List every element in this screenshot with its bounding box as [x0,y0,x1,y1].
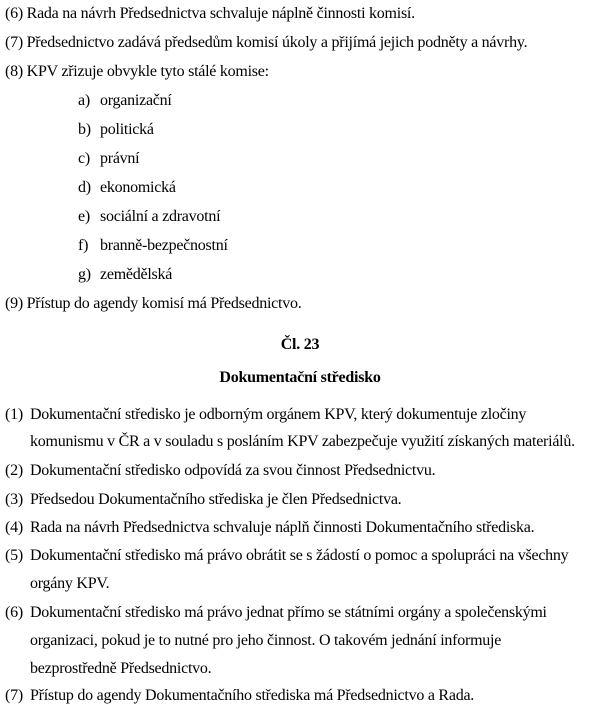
list-letter: e) [78,208,90,225]
paragraph-text: Přístup do agendy Dokumentačního střediska má Předsednictvo a Rada. [30,687,475,704]
paragraph-text: organizaci, pokud je to nutné pro jeho činnost. O takovém jednání informuje [30,632,502,649]
paragraph-8 [5,62,269,82]
paragraph-text: bezprostředně Předsednictvo. [30,660,212,677]
paragraph-text: komunismu v ČR a v souladu s posláním KPV zabezpečuje využití získaných materiálů. [30,433,575,450]
list-letter: b) [78,121,91,138]
paragraph-number: (7) [5,687,23,704]
paragraph-text: Dokumentační středisko má právo jednat přímo se státními orgány a společenskými [30,604,547,621]
paragraph-number: (7) [5,34,23,51]
paragraph-number: (2) [5,462,23,479]
paragraph-text: Dokumentační středisko je odborným orgánem KPV, který dokumentuje zločiny [30,406,527,423]
paragraph-number: (4) [5,519,23,536]
paragraph-text: Dokumentační středisko má právo obrátit se s žádostí o pomoc a spolupráci na všechny [30,547,569,564]
paragraph-text: Rada na návrh Předsednictva schvaluje náplň činnosti Dokumentačního střediska. [30,519,535,536]
list-item: právní [100,150,140,167]
list-item: ekonomická [100,179,176,196]
list-letter: f) [78,237,89,254]
paragraph-text: Přístup do agendy komisí má Předsednictvo. [26,295,302,312]
paragraph-number: (6) [5,5,23,22]
paragraph-6 [5,4,415,24]
list-letter: d) [78,179,91,196]
list-item: politická [100,121,154,138]
list-letter: a) [78,92,90,109]
paragraph-text: Předsednictvo zadává předsedům komisí úkoly a přijímá jejich podněty a návrhy. [26,34,528,51]
list-item: branně-bezpečnostní [100,237,228,254]
list-item: sociální a zdravotní [100,208,221,225]
list-item: organizační [100,92,172,109]
paragraph-9 [5,294,301,314]
article-title: Dokumentační středisko [219,369,381,386]
paragraph-text: orgány KPV. [30,575,110,592]
paragraph-text: Rada na návrh Předsednictva schvaluje náplně činnosti komisí. [26,5,415,22]
paragraph-number: (9) [5,295,23,312]
list-item: zemědělská [100,266,173,283]
paragraph-text: Dokumentační středisko odpovídá za svou činnost Předsednictvu. [30,462,436,479]
paragraph-7 [5,33,527,53]
paragraph-text: KPV zřizuje obvykle tyto stálé komise: [26,63,269,80]
paragraph-number: (5) [5,547,23,564]
paragraph-number: (6) [5,604,23,621]
paragraph-number: (8) [5,63,23,80]
list-letter: g) [78,266,91,283]
article-number: Čl. 23 [280,336,320,353]
list-letter: c) [78,150,90,167]
paragraph-number: (3) [5,491,23,508]
paragraph-text: Předsedou Dokumentačního střediska je člen Předsednictva. [30,491,402,508]
paragraph-number: (1) [5,406,23,423]
